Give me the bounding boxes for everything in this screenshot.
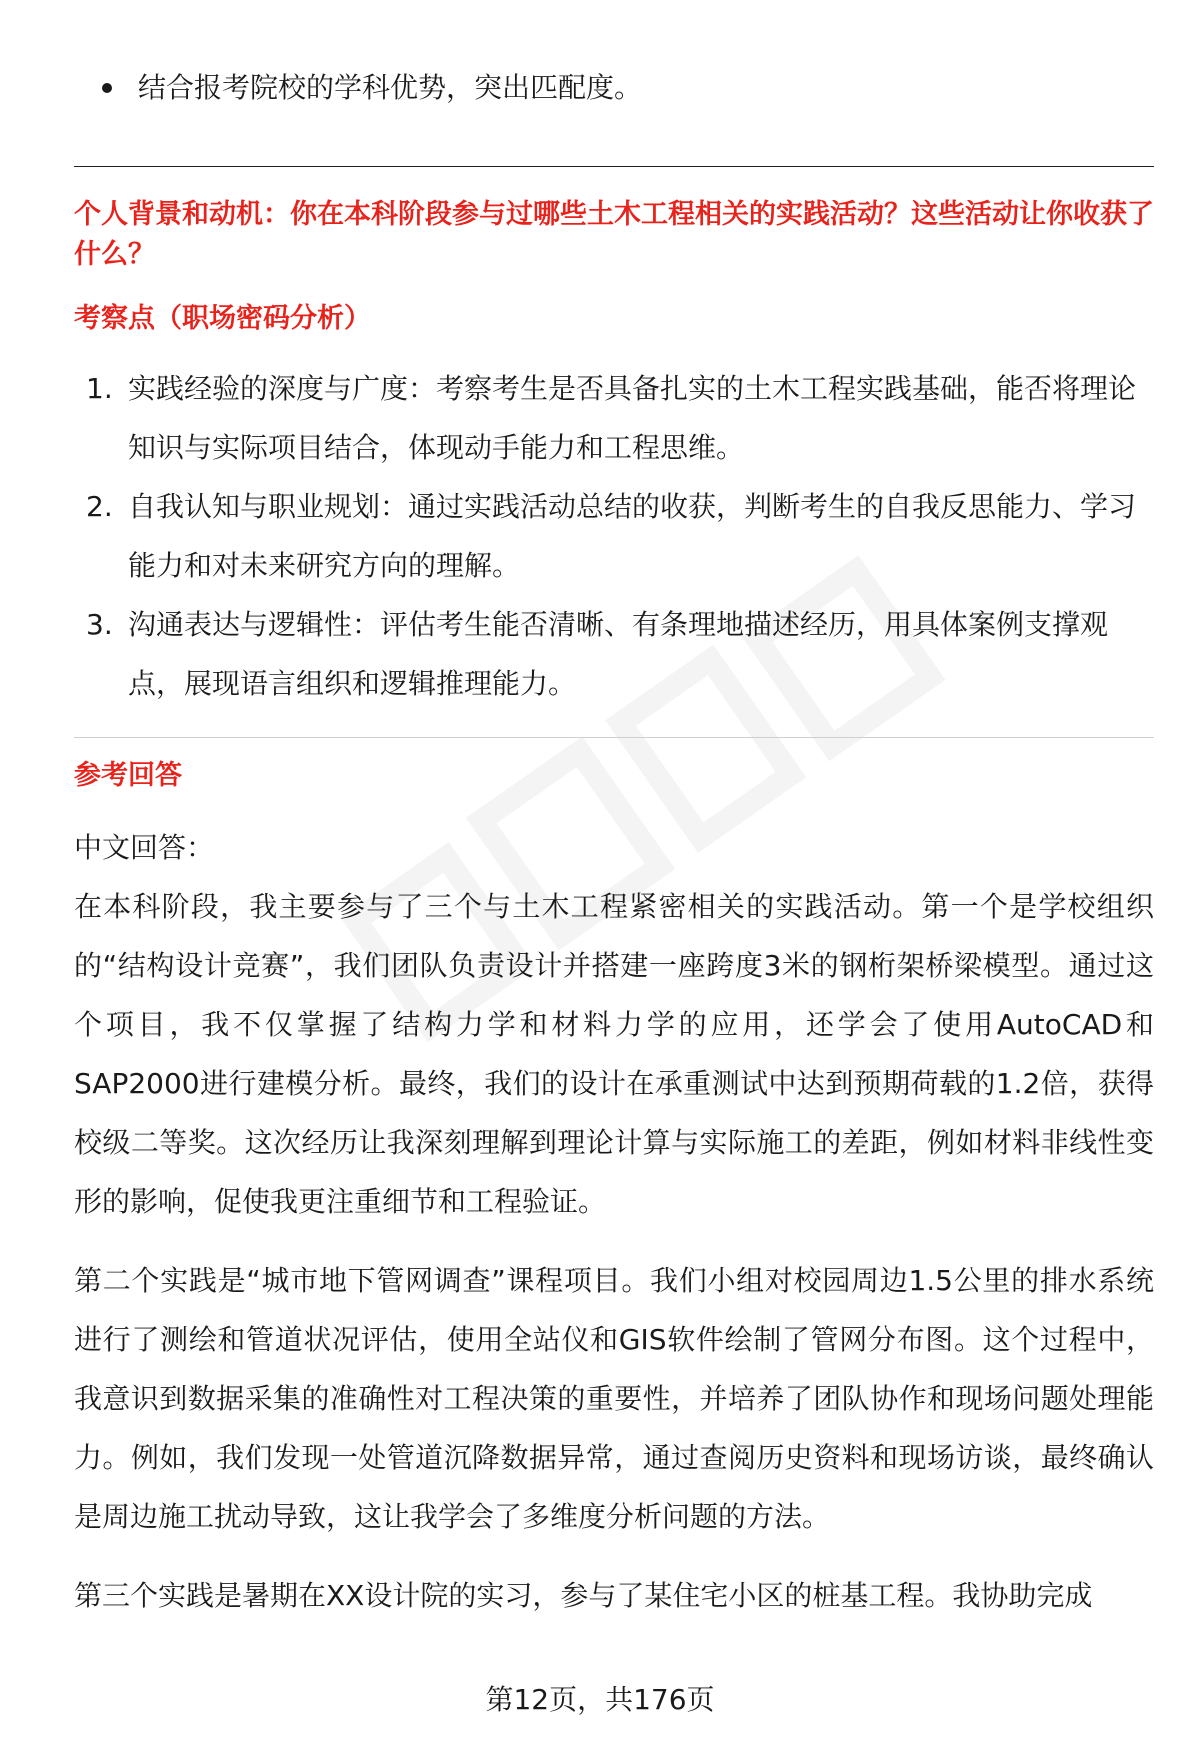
section-divider	[74, 166, 1154, 167]
answer-paragraph-1: 在本科阶段，我主要参与了三个与土木工程紧密相关的实践活动。第一个是学校组织的“结构设计竞赛”，我们团队负责设计并搭建一座跨度3米的钢桁架桥梁模型。通过这个项目，我不仅掌握了结构力学和材料力学的应用，还学会了使用AutoCAD和SAP2000进行建模分析。最终，我们的设计在承重测试中达到预期荷载的1.2倍，获得校级二等奖。这次经历让我深刻理解到理论计算与实际施工的差距，例如材料非线性变形的影响，促使我更注重细节和工程验证。	[74, 890, 1154, 1218]
page-number-footer: 第12页，共176页	[485, 1683, 715, 1716]
list-item-text: 沟通表达与逻辑性：评估考生能否清晰、有条理地描述经历，用具体案例支撑观点，展现语言组织和逻辑推理能力。	[128, 608, 1109, 700]
main-content	[74, 60, 1154, 1625]
bullet-item	[74, 60, 1154, 116]
list-item	[74, 359, 1154, 477]
answer-label: 中文回答：	[74, 831, 215, 864]
list-item-text: 自我认知与职业规划：通过实践活动总结的收获，判断考生的自我反思能力、学习能力和对未来研究方向的理解。	[128, 490, 1137, 582]
bullet-text: 结合报考院校的学科优势，突出匹配度。	[138, 71, 643, 104]
list-item	[74, 477, 1154, 595]
list-item-number: 1.	[86, 372, 113, 405]
list-item	[74, 595, 1154, 713]
assessment-points-list	[74, 359, 1154, 713]
assessment-heading: 考察点（职场密码分析）	[74, 303, 371, 334]
answer-paragraph-3: 第三个实践是暑期在XX设计院的实习，参与了某住宅小区的桩基工程。我协助完成	[74, 1579, 1093, 1612]
answer-paragraph-2: 第二个实践是“城市地下管网调查”课程项目。我们小组对校园周边1.5公里的排水系统进行了测绘和管道状况评估，使用全站仪和GIS软件绘制了管网分布图。这个过程中，我意识到数据采集的准确性对工程决策的重要性，并培养了团队协作和现场问题处理能力。例如，我们发现一处管道沉降数据异常，通过查阅历史资料和现场访谈，最终确认是周边施工扰动导致，这让我学会了多维度分析问题的方法。	[74, 1264, 1154, 1533]
reference-answer-heading: 参考回答	[74, 760, 182, 791]
list-item-number: 2.	[86, 490, 113, 523]
list-item-text: 实践经验的深度与广度：考察考生是否具备扎实的土木工程实践基础，能否将理论知识与实际项目结合，体现动手能力和工程思维。	[128, 372, 1137, 464]
bullet-dot-icon	[102, 83, 112, 93]
interview-question: 个人背景和动机：你在本科阶段参与过哪些土木工程相关的实践活动？这些活动让你收获了什么？	[74, 199, 1154, 270]
section-divider-light	[74, 737, 1154, 738]
list-item-number: 3.	[86, 608, 113, 641]
